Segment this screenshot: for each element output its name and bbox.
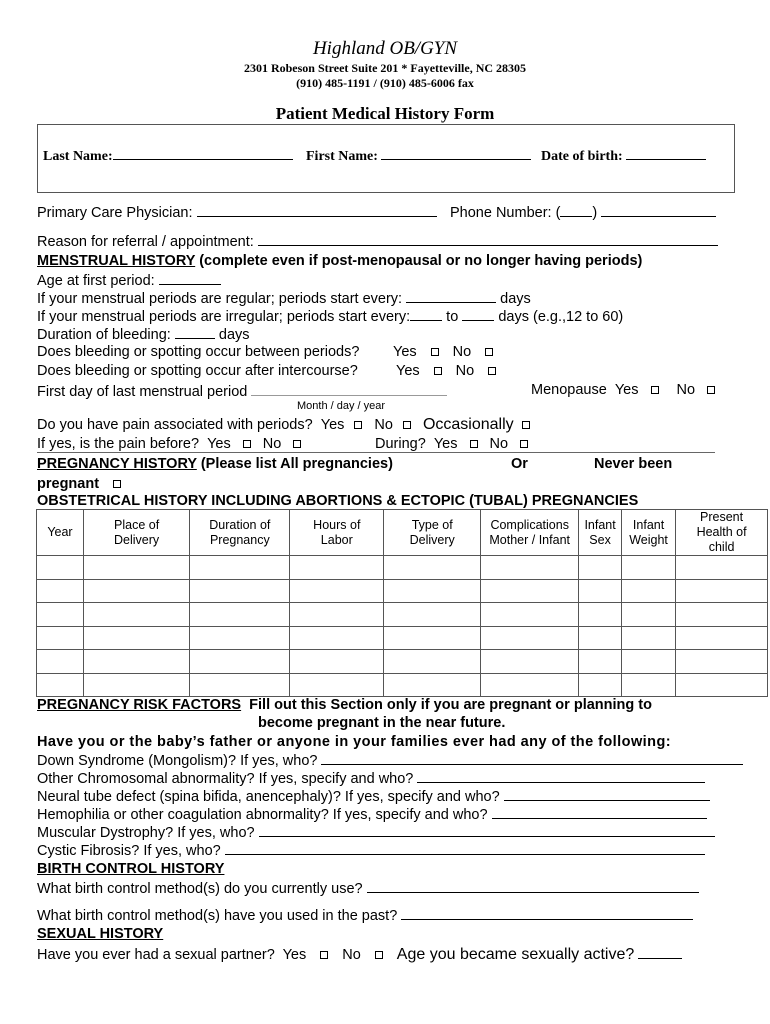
clinic-phone-fax: (910) 485-1191 / (910) 485-6006 fax bbox=[296, 76, 474, 90]
col-present-health: Present Health of child bbox=[676, 510, 768, 556]
current-bc-label: What birth control method(s) do you currently use? bbox=[37, 881, 363, 897]
lmp-date-hint: Month / day / year bbox=[297, 400, 386, 412]
never-been-label: Never been bbox=[594, 456, 673, 472]
between-yes-checkbox[interactable] bbox=[431, 348, 439, 356]
table-cell[interactable] bbox=[579, 650, 622, 674]
down-row bbox=[37, 751, 743, 769]
irregular-row bbox=[37, 307, 623, 325]
menopause-no-label: No bbox=[676, 382, 696, 398]
table-cell[interactable] bbox=[384, 626, 481, 650]
between-yes-label: Yes bbox=[393, 344, 417, 360]
chromosomal-row bbox=[37, 769, 705, 787]
phone-close-paren: ) bbox=[592, 205, 598, 221]
pcp-field[interactable] bbox=[197, 203, 437, 217]
obstetrical-heading: OBSTETRICAL HISTORY INCLUDING ABORTIONS & ECTOPIC (TUBAL) PREGNANCIES bbox=[37, 493, 639, 509]
after-options bbox=[396, 363, 500, 379]
pain-occasionally-checkbox[interactable] bbox=[522, 421, 530, 429]
pain-label: Do you have pain associated with periods? bbox=[37, 417, 313, 433]
dob-label: Date of birth: bbox=[541, 149, 623, 164]
table-cell[interactable] bbox=[290, 650, 384, 674]
table-cell[interactable] bbox=[621, 673, 675, 697]
last-name-field[interactable] bbox=[113, 146, 293, 160]
table-cell[interactable] bbox=[190, 556, 290, 580]
after-label: Does bleeding or spotting occur after intercourse? bbox=[37, 363, 358, 379]
pain-no-checkbox[interactable] bbox=[403, 421, 411, 429]
irregular-min-field[interactable] bbox=[410, 307, 442, 321]
muscular-row bbox=[37, 823, 715, 841]
table-cell[interactable] bbox=[37, 579, 84, 603]
table-cell[interactable] bbox=[481, 673, 579, 697]
table-cell[interactable] bbox=[481, 626, 579, 650]
obstetrical-table bbox=[36, 509, 768, 697]
duration-unit: days bbox=[218, 327, 250, 343]
neural-label: Neural tube defect (spina bifida, anencephaly)? If yes, specify and who? bbox=[37, 789, 500, 805]
regular-label: If your menstrual periods are regular; periods start every: bbox=[37, 291, 403, 307]
between-no-checkbox[interactable] bbox=[485, 348, 493, 356]
pain-during-no-label: No bbox=[489, 436, 509, 452]
table-row bbox=[37, 673, 768, 697]
pain-before-label: If yes, is the pain before? bbox=[37, 436, 200, 452]
irregular-unit: days (e.g.,12 to 60) bbox=[498, 309, 624, 325]
risk-instruction-2: become pregnant in the near future. bbox=[258, 715, 506, 731]
current-bc-row bbox=[37, 879, 699, 897]
partner-row bbox=[37, 945, 682, 964]
pain-during-row bbox=[375, 436, 532, 452]
table-cell[interactable] bbox=[83, 556, 189, 580]
down-label: Down Syndrome (Mongolism)? If yes, who? bbox=[37, 753, 318, 769]
age-first-field[interactable] bbox=[159, 271, 221, 285]
menopause-no-checkbox[interactable] bbox=[707, 386, 715, 394]
col-duration: Duration of Pregnancy bbox=[190, 510, 290, 556]
irregular-to: to bbox=[446, 309, 459, 325]
pain-during-no-checkbox[interactable] bbox=[520, 440, 528, 448]
pain-before-yes-label: Yes bbox=[207, 436, 231, 452]
table-cell[interactable] bbox=[481, 650, 579, 674]
table-cell[interactable] bbox=[481, 556, 579, 580]
table-cell[interactable] bbox=[579, 673, 622, 697]
between-row bbox=[37, 344, 359, 360]
hemophilia-row bbox=[37, 805, 707, 823]
table-cell[interactable] bbox=[579, 556, 622, 580]
table-cell[interactable] bbox=[290, 556, 384, 580]
between-label: Does bleeding or spotting occur between periods? bbox=[37, 344, 360, 360]
last-name-label: Last Name bbox=[43, 149, 108, 164]
table-cell[interactable] bbox=[83, 673, 189, 697]
table-row bbox=[37, 556, 768, 580]
irregular-max-field[interactable] bbox=[462, 307, 494, 321]
table-cell[interactable] bbox=[384, 650, 481, 674]
never-pregnant-row bbox=[37, 476, 125, 492]
reason-field[interactable] bbox=[258, 232, 718, 246]
table-cell[interactable] bbox=[83, 626, 189, 650]
risk-heading-row bbox=[37, 697, 652, 713]
menopause-row bbox=[531, 382, 719, 398]
first-name-row: First Name: bbox=[306, 146, 531, 165]
never-pregnant-checkbox[interactable] bbox=[113, 480, 121, 488]
table-cell[interactable] bbox=[384, 579, 481, 603]
risk-heading: PREGNANCY RISK FACTORS bbox=[37, 697, 242, 713]
pain-row bbox=[37, 416, 534, 434]
cystic-field[interactable] bbox=[225, 841, 705, 855]
partner-no-label: No bbox=[342, 947, 361, 963]
first-name-field[interactable] bbox=[381, 146, 531, 160]
past-bc-field[interactable] bbox=[401, 906, 693, 920]
table-cell[interactable] bbox=[579, 603, 622, 627]
table-cell[interactable] bbox=[384, 556, 481, 580]
table-row bbox=[37, 626, 768, 650]
table-cell[interactable] bbox=[579, 579, 622, 603]
dob-field[interactable] bbox=[626, 146, 706, 160]
pain-during-yes-checkbox[interactable] bbox=[470, 440, 478, 448]
phone-row bbox=[450, 203, 716, 221]
table-cell[interactable] bbox=[290, 626, 384, 650]
after-yes-checkbox[interactable] bbox=[434, 367, 442, 375]
table-cell[interactable] bbox=[83, 579, 189, 603]
col-complications: Complications Mother / Infant bbox=[481, 510, 579, 556]
table-row bbox=[37, 650, 768, 674]
irregular-label: If your menstrual periods are irregular; periods start every: bbox=[37, 309, 411, 325]
risk-question: Have you or the baby’s father or anyone in your families ever had any of the following: bbox=[37, 734, 672, 750]
pain-yes-checkbox[interactable] bbox=[354, 421, 362, 429]
after-no-checkbox[interactable] bbox=[488, 367, 496, 375]
table-cell[interactable] bbox=[83, 603, 189, 627]
col-infant-weight: Infant Weight bbox=[621, 510, 675, 556]
partner-no-checkbox[interactable] bbox=[375, 951, 383, 959]
table-cell[interactable] bbox=[384, 673, 481, 697]
table-cell[interactable] bbox=[621, 556, 675, 580]
table-cell[interactable] bbox=[37, 650, 84, 674]
table-cell[interactable] bbox=[384, 603, 481, 627]
table-cell[interactable] bbox=[190, 579, 290, 603]
pregnancy-or: Or bbox=[511, 456, 528, 472]
reason-label: Reason for referral / appointment: bbox=[37, 234, 254, 250]
past-bc-label: What birth control method(s) have you used in the past? bbox=[37, 908, 398, 924]
divider bbox=[37, 452, 715, 453]
regular-row bbox=[37, 289, 531, 307]
table-cell[interactable] bbox=[676, 579, 768, 603]
lmp-row bbox=[37, 382, 447, 400]
dob-row bbox=[541, 146, 706, 165]
pregnancy-instruction: (Please list All pregnancies) bbox=[200, 456, 393, 472]
table-cell[interactable] bbox=[621, 650, 675, 674]
regular-days-field[interactable] bbox=[406, 289, 496, 303]
table-cell[interactable] bbox=[621, 579, 675, 603]
regular-unit: days bbox=[500, 291, 531, 307]
after-no-label: No bbox=[455, 363, 475, 379]
table-cell[interactable] bbox=[37, 673, 84, 697]
muscular-label: Muscular Dystrophy? If yes, who? bbox=[37, 825, 255, 841]
last-name-row: Last Name: bbox=[43, 146, 293, 165]
pain-before-no-label: No bbox=[262, 436, 282, 452]
clinic-name: Highland OB/GYN bbox=[312, 38, 458, 59]
pain-occasionally-label: Occasionally bbox=[422, 416, 514, 433]
table-cell[interactable] bbox=[190, 673, 290, 697]
sexual-heading: SEXUAL HISTORY bbox=[37, 926, 164, 942]
age-first-label: Age at first period: bbox=[37, 273, 155, 289]
pcp-row bbox=[37, 203, 437, 221]
col-type: Type of Delivery bbox=[384, 510, 481, 556]
first-name-label: First Name bbox=[306, 149, 374, 164]
pregnancy-heading: PREGNANCY HISTORY bbox=[37, 456, 197, 472]
phone-area-field[interactable] bbox=[560, 203, 592, 217]
table-cell[interactable] bbox=[37, 556, 84, 580]
lmp-field[interactable] bbox=[251, 382, 447, 396]
cystic-row bbox=[37, 841, 705, 859]
lmp-label: First day of last menstrual period bbox=[37, 384, 248, 400]
neural-field[interactable] bbox=[504, 787, 710, 801]
partner-yes-checkbox[interactable] bbox=[320, 951, 328, 959]
menopause-yes-checkbox[interactable] bbox=[651, 386, 659, 394]
risk-instruction-1: Fill out this Section only if you are pregnant or planning to bbox=[249, 697, 652, 713]
after-yes-label: Yes bbox=[396, 363, 420, 379]
clinic-address: 2301 Robeson Street Suite 201 * Fayetteville, NC 28305 bbox=[243, 61, 527, 75]
table-cell[interactable] bbox=[83, 650, 189, 674]
hemophilia-field[interactable] bbox=[492, 805, 707, 819]
pain-before-no-checkbox[interactable] bbox=[293, 440, 301, 448]
past-bc-row bbox=[37, 906, 693, 924]
current-bc-field[interactable] bbox=[367, 879, 699, 893]
duration-label: Duration of bleeding: bbox=[37, 327, 171, 343]
table-cell[interactable] bbox=[37, 626, 84, 650]
menstrual-heading: MENSTRUAL HISTORY bbox=[37, 253, 196, 269]
phone-number-field[interactable] bbox=[601, 203, 716, 217]
col-place: Place of Delivery bbox=[83, 510, 189, 556]
hemophilia-label: Hemophilia or other coagulation abnormality? If yes, specify and who? bbox=[37, 807, 488, 823]
pain-yes-label: Yes bbox=[320, 417, 345, 433]
chromosomal-label: Other Chromosomal abnormality? If yes, specify and who? bbox=[37, 771, 414, 787]
menstrual-heading-row bbox=[37, 253, 642, 269]
duration-row bbox=[37, 325, 250, 343]
pain-during-yes-label: Yes bbox=[433, 436, 458, 452]
table-cell[interactable] bbox=[676, 556, 768, 580]
pain-during-label: During? bbox=[375, 436, 426, 452]
pcp-label: Primary Care Physician: bbox=[37, 205, 193, 221]
pain-no-label: No bbox=[374, 417, 393, 433]
between-no-label: No bbox=[452, 344, 472, 360]
table-cell[interactable] bbox=[190, 626, 290, 650]
table-cell[interactable] bbox=[676, 603, 768, 627]
pain-before-yes-checkbox[interactable] bbox=[243, 440, 251, 448]
table-header-row bbox=[37, 510, 768, 556]
down-field[interactable] bbox=[321, 751, 743, 765]
col-infant-sex: Infant Sex bbox=[579, 510, 622, 556]
pain-before-row bbox=[37, 436, 305, 452]
never-pregnant-label: pregnant bbox=[37, 476, 100, 492]
table-cell[interactable] bbox=[621, 626, 675, 650]
table-cell[interactable] bbox=[579, 626, 622, 650]
col-year: Year bbox=[37, 510, 84, 556]
table-cell[interactable] bbox=[190, 650, 290, 674]
age-first-row bbox=[37, 271, 221, 289]
between-options bbox=[393, 344, 497, 360]
table-cell[interactable] bbox=[190, 603, 290, 627]
pregnancy-heading-row bbox=[37, 456, 393, 472]
after-row bbox=[37, 363, 358, 379]
menopause-label: Menopause bbox=[531, 382, 607, 398]
table-cell[interactable] bbox=[621, 603, 675, 627]
table-cell[interactable] bbox=[676, 650, 768, 674]
birth-control-heading: BIRTH CONTROL HISTORY bbox=[37, 861, 225, 877]
age-active-label: Age you became sexually active? bbox=[396, 946, 635, 963]
partner-yes-label: Yes bbox=[282, 947, 307, 963]
table-row bbox=[37, 579, 768, 603]
table-cell[interactable] bbox=[290, 579, 384, 603]
muscular-field[interactable] bbox=[259, 823, 715, 837]
table-cell[interactable] bbox=[481, 579, 579, 603]
cystic-label: Cystic Fibrosis? If yes, who? bbox=[37, 843, 221, 859]
age-active-field[interactable] bbox=[638, 945, 682, 959]
table-cell[interactable] bbox=[481, 603, 579, 627]
table-row bbox=[37, 603, 768, 627]
table-cell[interactable] bbox=[290, 603, 384, 627]
menopause-yes-label: Yes bbox=[614, 382, 639, 398]
table-cell[interactable] bbox=[290, 673, 384, 697]
form-title: Patient Medical History Form bbox=[275, 104, 495, 123]
menstrual-note: (complete even if post-menopausal or no longer having periods) bbox=[199, 253, 643, 269]
reason-row bbox=[37, 232, 718, 250]
table-cell[interactable] bbox=[37, 603, 84, 627]
duration-field[interactable] bbox=[175, 325, 215, 339]
partner-label: Have you ever had a sexual partner? bbox=[37, 947, 275, 963]
neural-row bbox=[37, 787, 710, 805]
chromosomal-field[interactable] bbox=[417, 769, 705, 783]
col-hours: Hours of Labor bbox=[290, 510, 384, 556]
phone-label: Phone Number: ( bbox=[450, 205, 561, 221]
table-cell[interactable] bbox=[676, 673, 768, 697]
table-cell[interactable] bbox=[676, 626, 768, 650]
